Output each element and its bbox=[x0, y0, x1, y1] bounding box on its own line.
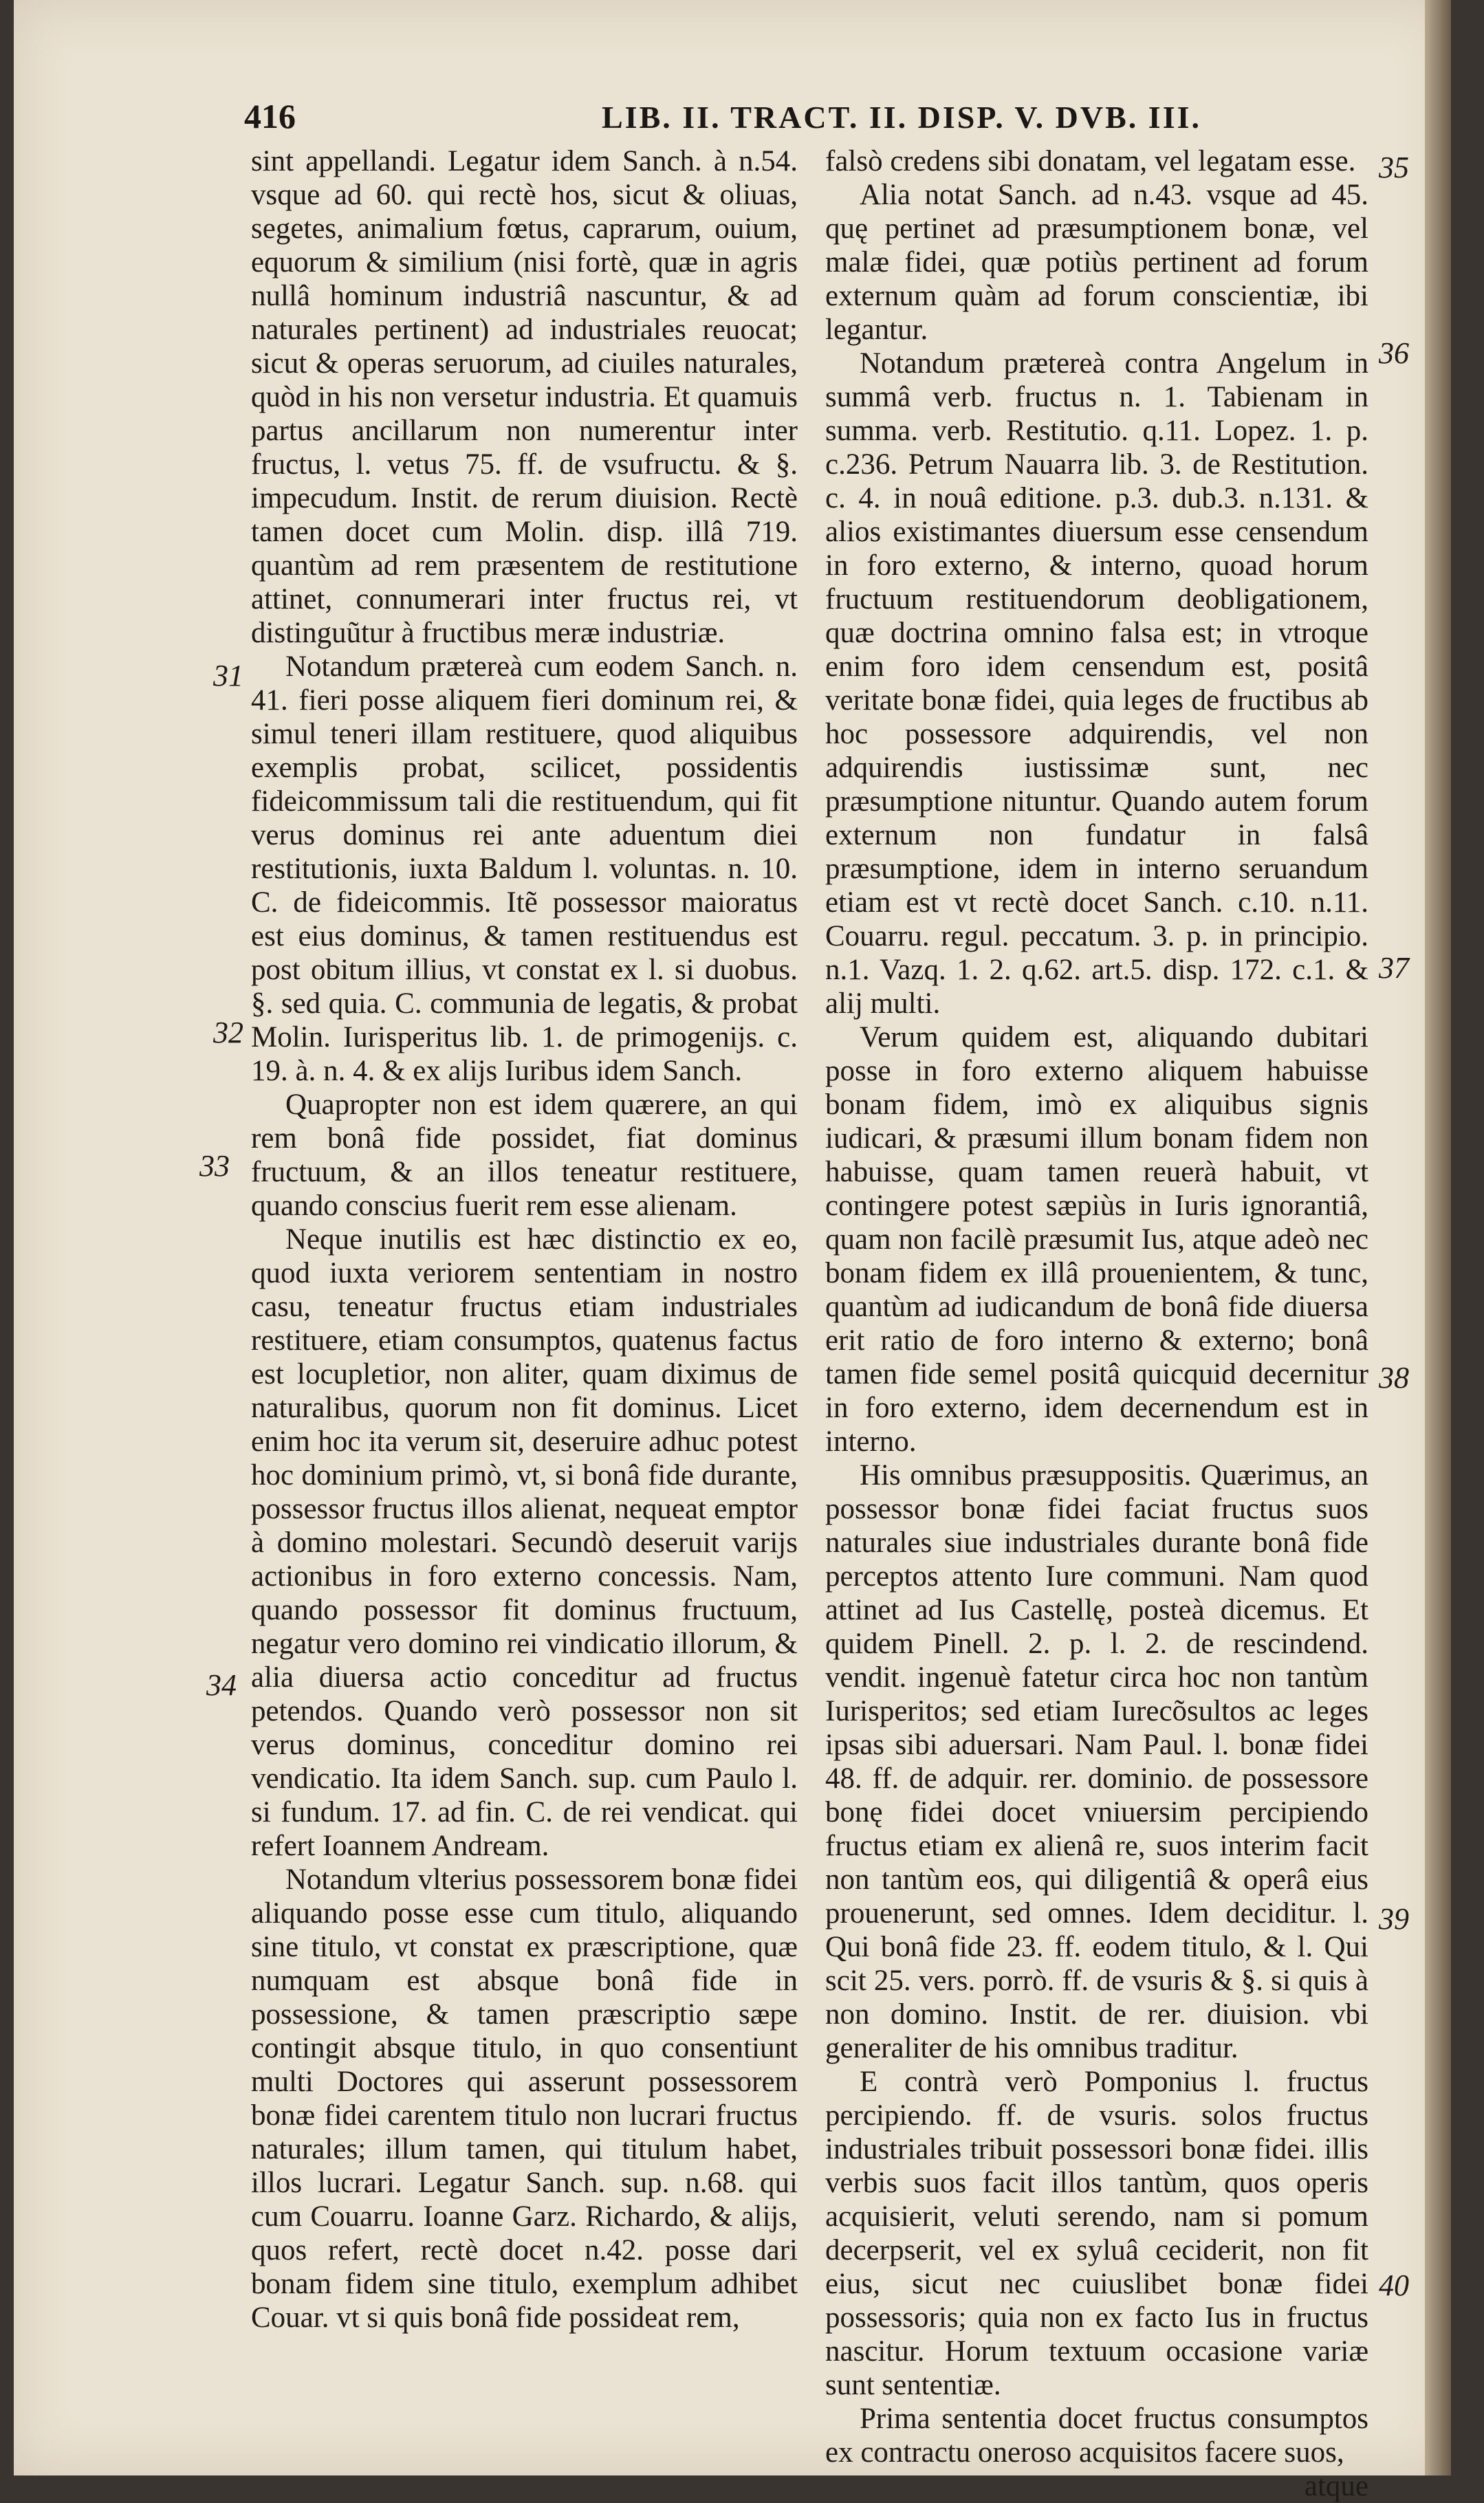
paragraph: Verum quidem est, aliquando dubitari posse in foro externo aliquem habuisse bonam fidem, imò ex aliquibus signis iudicari, & præsumi illum bonam fidem non habuisse, quam tamen reuerà habuit, vt contingere potest sæpiùs in Iuris ignorantiâ, quam non facilè præsumit Ius, atque adeò nec bonam fidem ex illâ prouenientem, & tunc, quantùm ad iudicandum de bonâ fide diuersa erit ratio de foro interno & externo; bonâ tamen fide semel positâ quicquid decernitur in foro externo, idem decernendum est in interno. bbox=[825, 1021, 1368, 1458]
margin-number: 37 bbox=[1379, 951, 1409, 985]
running-title: LIB. II. TRACT. II. DISP. V. DVB. III. bbox=[602, 100, 1202, 135]
left-column bbox=[251, 144, 798, 2335]
margin-number: 32 bbox=[213, 1016, 243, 1049]
margin-number: 31 bbox=[213, 659, 243, 692]
paragraph: Notandum prætereà cum eodem Sanch. n. 41. fieri posse aliquem fieri dominum rei, & simul teneri illam restituere, quod aliquibus exemplis probat, scilicet, possidentis fideicommissum tali die restituendum, qui fit verus dominus rei ante aduentum diei restitutionis, iuxta Baldum l. voluntas. n. 10. C. de fideicommis. Itẽ possessor maioratus est eius dominus, & tamen restituendus est post obitum illius, vt constat ex l. si duobus. §. sed quia. C. communia de legatis, & probat Molin. Iurisperitus lib. 1. de primogenijs. c. 19. à. n. 4. & ex alijs Iuribus idem Sanch. bbox=[251, 651, 798, 1087]
page-header bbox=[244, 96, 1317, 144]
book-page bbox=[14, 0, 1451, 2502]
paragraph: falsò credens sibi donatam, vel legatam esse. bbox=[825, 145, 1356, 177]
paragraph: Notandum vlterius possessorem bonæ fidei aliquando posse esse cum titulo, aliquando sine titulo, vt constat ex præscriptione, quæ numquam est absque bonâ fide in possessione, & tamen præscriptio sæpe contingit absque titulo, in quo consentiunt multi Doctores qui asserunt possessorem bonæ fidei carentem titulo non lucrari fructus naturales; illum tamen, qui titulum habet, illos lucrari. Legatur Sanch. sup. n.68. qui cum Couarru. Ioanne Garz. Richardo, & alijs, quos refert, rectè docet n.42. posse dari bonam fidem sine titulo, exemplum adhibet Couar. vt si quis bonâ fide possideat rem, bbox=[251, 1863, 798, 2334]
page-number: 416 bbox=[244, 97, 296, 135]
paragraph: Prima sententia docet fructus consumptos ex contractu oneroso acquisitos facere suos, bbox=[825, 2403, 1368, 2469]
right-column bbox=[825, 144, 1368, 2503]
paragraph: His omnibus præsuppositis. Quærimus, an possessor bonæ fidei faciat fructus suos naturales siue industriales durante bonâ fide perceptos attento Iure communi. Nam quod attinet ad Ius Castellę, posteà dicemus. Et quidem Pinell. 2. p. l. 2. de rescindend. vendit. ingenuè fatetur circa hoc non tantùm Iurisperitos; sed etiam Iurecõsultos ac leges ipsas sibi aduersari. Nam Paul. l. bonæ fidei 48. ff. de adquir. rer. dominio. de possessore bonę fidei docet vniuersim percipiendo fructus etiam ex alienâ re, suos interim facit non tantùm eos, qui diligentiâ & operâ eius prouenerunt, sed omnes. Idem deciditur. l. Qui bonâ fide 23. ff. eodem titulo, & l. Qui scit 25. vers. porrò. ff. de vsuris & §. si quis à non domino. Instit. de rer. diuision. vbi generaliter de his omnibus traditur. bbox=[825, 1459, 1368, 2064]
margin-number: 40 bbox=[1379, 2269, 1409, 2302]
paragraph: Neque inutilis est hæc distinctio ex eo, quod iuxta veriorem sententiam in nostro casu, teneatur fructus etiam industriales restituere, etiam consumptos, quatenus factus est locupletior, non aliter, quam diximus de naturalibus, quorum non fit dominus. Licet enim hoc ita verum sit, deseruire adhuc potest hoc dominium primò, vt, si bonâ fide durante, possessor fructus illos alienat, nequeat emptor à domino molestari. Secundò deseruit varijs actionibus in foro externo concessis. Nam, quando possessor fit dominus fructuum, negatur vero domino rei vindicatio illorum, & alia diuersa actio conceditur ad fructus petendos. Quando verò possessor non sit verus dominus, conceditur domino rei vendicatio. Ita idem Sanch. sup. cum Paulo l. si fundum. 17. ad fin. C. de rei vendicat. qui refert Ioannem Andream. bbox=[251, 1223, 798, 1862]
margin-number: 36 bbox=[1379, 336, 1409, 370]
margin-number: 38 bbox=[1379, 1361, 1409, 1395]
margin-number: 35 bbox=[1379, 151, 1409, 184]
paragraph: Notandum prætereà contra Angelum in summâ verb. fructus n. 1. Tabienam in summa. verb. Restitutio. q.11. Lopez. 1. p. c.236. Petrum Nauarra lib. 3. de Restitution. c. 4. in nouâ editione. p.3. dub.3. n.131. & alios existimantes diuersum esse censendum in foro externo, & interno, quoad horum fructuum restituendorum deobligationem, quæ doctrina omnino falsa est; in vtroque enim foro idem censendum est, positâ veritate bonæ fidei, quia leges de fructibus ab hoc possessore adquirendis, vel non adquirendis iustissimæ sunt, nec præsumptione nituntur. Quando autem forum externum non fundatur in falsâ præsumptione, idem in interno seruandum etiam est vt rectè docet Sanch. c.10. n.11. Couarru. regul. peccatum. 3. p. in principio. n.1. Vazq. 1. 2. q.62. art.5. disp. 172. c.1. & alij multi. bbox=[825, 347, 1368, 1020]
paragraph: Alia notat Sanch. ad n.43. vsque ad 45. quę pertinet ad præsumptionem bonæ, vel malæ fidei, quæ potiùs pertinent ad forum externum quàm ad forum conscientiæ, ibi legantur. bbox=[825, 179, 1368, 346]
page-edge bbox=[1425, 0, 1451, 2475]
paragraph: E contrà verò Pomponius l. fructus percipiendo. ff. de vsuris. solos fructus industriales tribuit possessori bonæ fidei. illis verbis suos facit illos tantùm, quos operis acquisierit, veluti serendo, nam si pomum decerpserit, vel ex syluâ ceciderit, non fit eius, sicut nec cuiuslibet bonæ fidei possessoris; quia non ex facto Ius in fructus nascitur. Horum textuum occasione variæ sunt sententiæ. bbox=[825, 2066, 1368, 2401]
paragraph: sint appellandi. Legatur idem Sanch. à n.54. vsque ad 60. qui rectè hos, sicut & oliuas, segetes, animalium fœtus, caprarum, ouium, equorum & similium (nisi fortè, quæ in agris nullâ hominum industriâ nascuntur, & ad naturales pertinent) ad industriales reuocat; sicut & operas seruorum, ad ciuiles naturales, quòd in his non versetur industria. Et quamuis partus ancillarum non numerentur inter fructus, l. vetus 75. ff. de vsufructu. & §. impecudum. Instit. de rerum diuision. Rectè tamen docet cum Molin. disp. illâ 719. quantùm ad rem præsentem de restitutione attinet, connumerari inter fructus rei, vt distinguũtur à fructibus meræ industriæ. bbox=[251, 145, 798, 649]
margin-number: 33 bbox=[199, 1149, 230, 1183]
catchword: atque bbox=[1304, 2470, 1368, 2502]
margin-number: 34 bbox=[206, 1668, 237, 1702]
margin-number: 39 bbox=[1379, 1902, 1409, 1936]
paragraph: Quapropter non est idem quærere, an qui rem bonâ fide possidet, fiat dominus fructuum, & an illos teneatur restituere, quando conscius fuerit rem esse alienam. bbox=[251, 1089, 798, 1222]
